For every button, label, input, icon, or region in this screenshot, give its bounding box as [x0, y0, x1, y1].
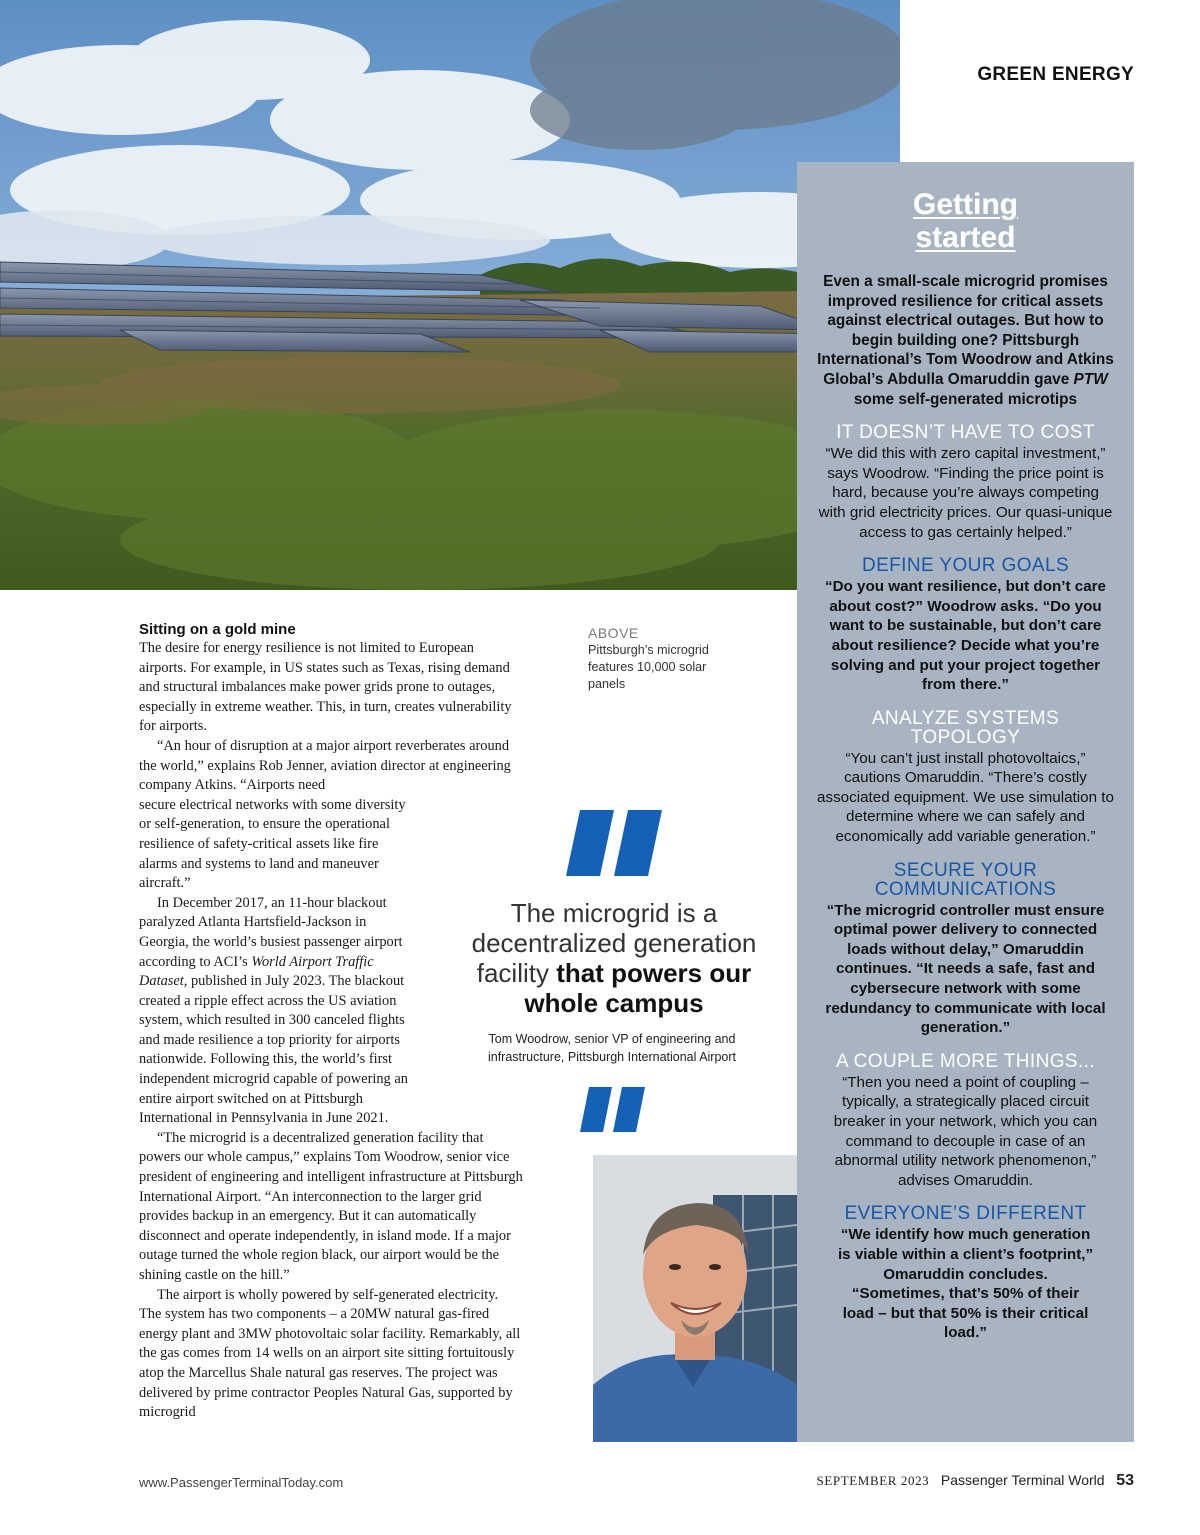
- sidebar-intro: [817, 272, 1114, 409]
- tip-text: “We did this with zero capital investment,” says Woodrow. “Finding the price point is hard, because you’re always competing with grid electricity prices. Our quasi-unique access to gas certainly helped.”: [818, 445, 1113, 541]
- tip-heading: EVERYONE’S DIFFERENT: [844, 1203, 1087, 1225]
- article-paragraph: [139, 737, 523, 796]
- footer-folio: [817, 1472, 1135, 1490]
- person-portrait-illustration: [593, 1155, 797, 1442]
- pull-quote: [444, 898, 784, 1018]
- article-paragraph: The airport is wholly powered by self-generated electricity. The system has two components – a 20MW natural gas-fired energy plant and 3MW photovoltaic solar facility. Remarkably, all the gas comes from 14 wells on an airport site sitting fortuitously atop the Marcellus Shale natural gas reserves. The project was delivered by prime contractor Peoples Natural Gas, supported by microgrid: [139, 1286, 521, 1421]
- getting-started-sidebar: [797, 162, 1134, 1442]
- pull-quote-bold: that powers our whole campus: [524, 958, 752, 1018]
- paragraph-part: , published in July 2023. The blackout created a ripple effect across the US aviation system, which resulted in 300 canceled flights and made resilience a top priority for airports nationwide. Following this, the world’s first independent microgrid capable of powering an entire airport switched on at Pittsburgh International in Pennsylvania in June 2021.: [139, 973, 408, 1127]
- tip-heading: A COUPLE MORE THINGS...: [835, 1050, 1096, 1072]
- article-paragraph: The desire for energy resilience is not limited to European airports. For example, in US states such as Texas, rising demand and structural imbalances make power grids prone to outages, especially in extreme weather. This, in turn, creates vulnerability for airports.: [139, 640, 512, 735]
- paragraph-part: “An hour of disruption at a major airport reverberates around the world,” explains Rob Jenner, aviation director at engineering company Atkins. “Airports need: [139, 737, 511, 794]
- article-subhead: Sitting on a gold mine: [139, 621, 296, 638]
- tip-heading: SECURE YOUR COMMUNICATIONS: [874, 859, 1057, 900]
- caption-label: ABOVE: [588, 625, 639, 641]
- footer-website: www.PassengerTerminalToday.com: [139, 1475, 344, 1490]
- dataset-title: World Airport Traffic Dataset: [139, 953, 374, 990]
- tip-heading: IT DOESN’T HAVE TO COST: [836, 422, 1095, 444]
- sidebar-intro-end: some self-generated microtips: [853, 390, 1078, 408]
- pull-quote-attribution: Tom Woodrow, senior VP of engineering and infrastructure, Pittsburgh International Airport: [487, 1032, 737, 1064]
- sidebar-intro-em: PTW: [1073, 370, 1108, 388]
- tip-text: “Do you want resilience, but don’t care about cost?” Woodrow asks. “Do you want to be sustainable, but don’t care about resilience? Decide what you’re solving and put your project together from there.”: [824, 578, 1107, 694]
- sidebar-title-line2: started: [915, 221, 1016, 254]
- tip-heading: ANALYZE SYSTEMS TOPOLOGY: [871, 707, 1060, 748]
- pull-quote-light: The microgrid is a decentralized generation facility: [471, 898, 757, 988]
- tip-text: “You can’t just install photovoltaics,” cautions Omaruddin. “There’s costly associated equipment. We use simulation to determine where we can safely and economically add variable generation.”: [817, 749, 1114, 846]
- article-paragraph: [139, 894, 419, 1129]
- article-paragraph: secure electrical networks with some diversity or self-generation, to ensure the operational resilience of safety-critical assets like fire alarms and systems to land and maneuver aircraft.”: [139, 796, 406, 892]
- tip-text: “We identify how much generation is viable within a client’s footprint,” Omaruddin concludes. “Sometimes, that’s 50% of their load – but that 50% is their critical load.”: [837, 1226, 1094, 1342]
- paragraph-part: In December 2017, an 11-hour blackout paralyzed Atlanta Hartsfield-Jackson in Georgia, the world’s busiest passenger airport according to ACI’s: [139, 894, 403, 970]
- section-tag: GREEN ENERGY: [977, 64, 1134, 85]
- photo-caption: [588, 624, 728, 693]
- page-number: 53: [1116, 1472, 1134, 1489]
- article-paragraph: “The microgrid is a decentralized generation facility that powers our whole campus,” explains Tom Woodrow, senior vice president of engineering and intelligent infrastructure at Pittsburgh International Airport. “An interconnection to the larger grid provides backup in an emergency. But it can automatically disconnect and operate independently, in island mode. If a major outage turned the whole region black, our airport would be the shining castle on the hill.”: [139, 1129, 523, 1283]
- hero-solar-field-photo: [0, 0, 900, 590]
- open-quote-icon: [566, 810, 666, 876]
- caption-text: Pittsburgh’s microgrid features 10,000 solar panels: [588, 643, 709, 691]
- tip-text: “The microgrid controller must ensure optimal power delivery to connected loads without delay,” Omaruddin continues. “It needs a safe, fast and cybersecure network with some redundancy to communicate with local generation.”: [825, 901, 1106, 1037]
- sidebar-title: [817, 188, 1114, 254]
- footer-date: SEPTEMBER 2023: [816, 1473, 930, 1488]
- article-body: [139, 620, 523, 1423]
- tip-text: “Then you need a point of coupling – typically, a strategically placed circuit breaker in your network, which you can command to decouple in case of an abnormal utility network phenomenon,” advises Omaruddin.: [833, 1073, 1098, 1189]
- sidebar-intro-text: Even a small-scale microgrid promises improved resilience for critical assets against electrical outages. But how to begin building one? Pittsburgh International’s Tom Woodrow and Atkins Global’s Abdulla Omaruddin gave: [817, 273, 1114, 388]
- portrait-photo: [593, 1155, 797, 1442]
- solar-field-illustration: [0, 0, 900, 590]
- close-quote-icon: [580, 1087, 648, 1132]
- tip-heading: DEFINE YOUR GOALS: [861, 555, 1070, 577]
- footer-magazine: Passenger Terminal World: [940, 1472, 1105, 1488]
- sidebar-title-line1: Getting: [913, 188, 1018, 221]
